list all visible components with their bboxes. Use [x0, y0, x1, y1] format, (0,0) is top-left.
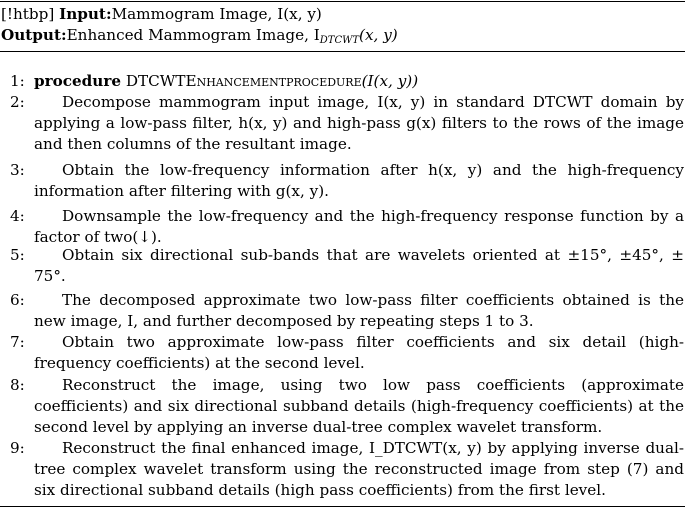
- algorithm-header: [1, 4, 398, 51]
- line-number: 2:: [10, 93, 25, 111]
- line-number: 7:: [10, 333, 25, 351]
- output-label: Output:: [1, 26, 67, 44]
- bottom-rule: [0, 506, 685, 507]
- line-number: 6:: [10, 291, 25, 309]
- step-text: Obtain two approximate low-pass filter coefficients and six detail (high-frequency coefficients) at the second level.: [34, 333, 684, 372]
- step-text: Decompose mammogram input image, I(x, y) in standard DTCWT domain by applying a low-pass filter, h(x, y) and high-pass g(x) filters to the rows of the image and then columns of the resultant image.: [34, 93, 684, 153]
- output-text: Enhanced Mammogram Image, I: [66, 26, 320, 44]
- line-number: 4:: [10, 207, 25, 225]
- procedure-keyword: procedure: [34, 72, 121, 90]
- input-label: Input:: [59, 5, 112, 23]
- output-line: [1, 25, 398, 51]
- step-text: Reconstruct the image, using two low pass coefficients (approximate coefficients) and six directional subband details (high-frequency coefficients) at the second level by applying an inverse dual-tree complex wavelet transform.: [34, 376, 684, 436]
- step-text: The decomposed approximate two low-pass filter coefficients obtained is the new image, I, and further decomposed by repeating steps 1 to 3.: [34, 291, 684, 330]
- top-rule: [0, 1, 685, 2]
- line-number: 1:: [10, 72, 25, 90]
- procedure-name-small-caps: Enhancementprocedure: [185, 72, 362, 90]
- step-text: Obtain six directional sub-bands that are wavelets oriented at ±15°, ±45°, ± 75°.: [34, 246, 684, 285]
- step-text: Reconstruct the final enhanced image, I_DTCWT(x, y) by applying inverse dual-tree complex wavelet transform using the reconstructed image from step (7) and six directional subband details (high pass coefficients) from the first level.: [34, 439, 684, 499]
- output-args: (x, y): [359, 26, 398, 44]
- header-rule: [0, 51, 685, 52]
- step-text: Obtain the low-frequency information after h(x, y) and the high-frequency information after filtering with g(x, y).: [34, 161, 684, 200]
- line-number: 3:: [10, 161, 25, 179]
- line-number: 5:: [10, 246, 25, 264]
- procedure-args: (I(x, y)): [361, 72, 419, 90]
- line-number: 8:: [10, 376, 25, 394]
- placement-spec: [!htbp]: [1, 5, 55, 23]
- line-number: 9:: [10, 439, 25, 457]
- procedure-text: [34, 71, 684, 92]
- input-text: Mammogram Image, I(x, y): [111, 5, 322, 23]
- procedure-name: DTCWT: [125, 72, 186, 90]
- step-text: Downsample the low-frequency and the high-frequency response function by a factor of two(↓).: [34, 207, 684, 246]
- output-subscript: DTCWT: [319, 35, 360, 46]
- input-line: [1, 4, 398, 25]
